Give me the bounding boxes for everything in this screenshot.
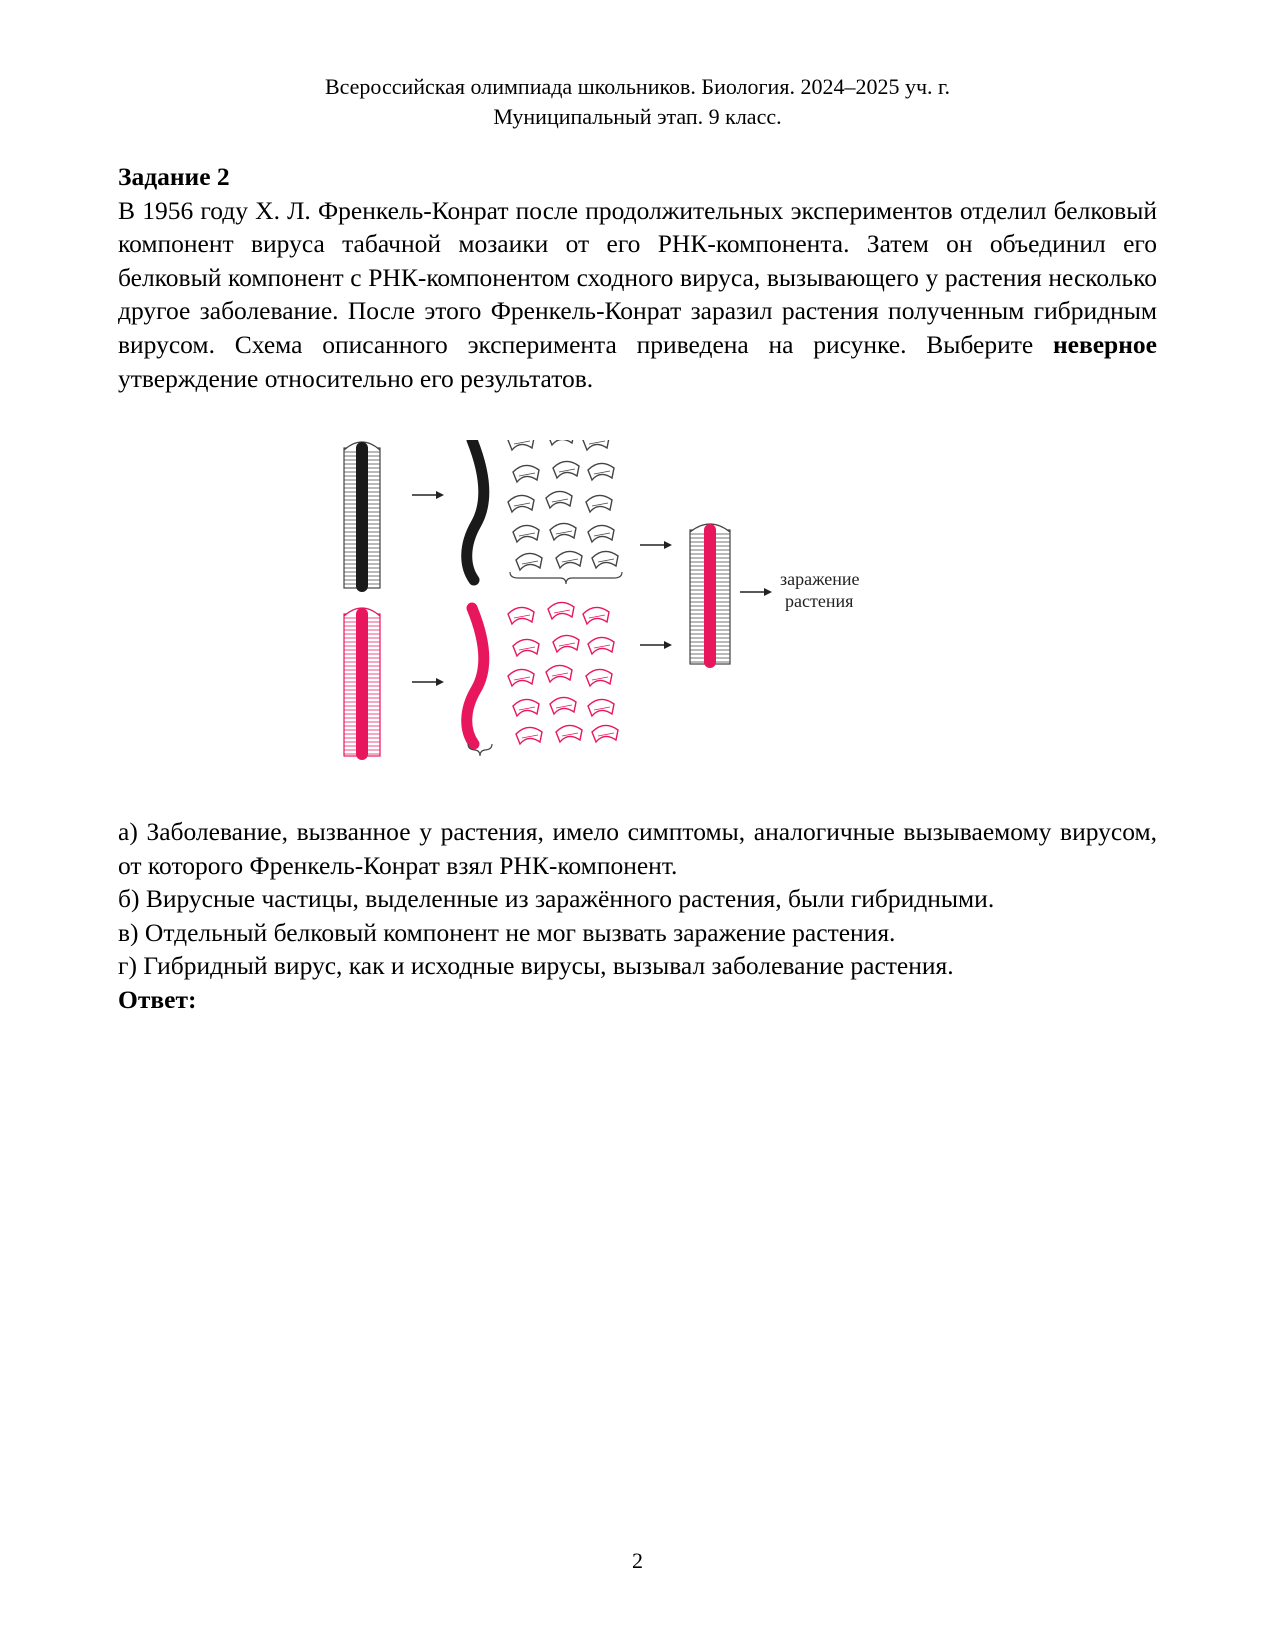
black-protein-fragment <box>556 551 582 568</box>
task-title: Задание 2 <box>118 162 230 191</box>
top-arrow-1-head <box>436 491 444 499</box>
task-text <box>118 194 1157 396</box>
task-block <box>118 160 1157 395</box>
black-protein-fragment <box>588 463 614 480</box>
black-protein-fragment <box>588 525 614 542</box>
option-c: в) Отдельный белковый компонент не мог вызвать заражение растения. <box>118 917 896 947</box>
pink-protein-fragment <box>546 665 572 682</box>
black-protein-fragment <box>513 525 539 542</box>
top-arrow-2-head <box>664 541 672 549</box>
pink-virus-rna-core <box>356 608 368 760</box>
bottom-arrow-1-head <box>436 678 444 686</box>
pink-protein-fragment <box>508 669 534 686</box>
pink-protein-fragment <box>548 602 574 619</box>
pink-protein-fragment <box>513 699 539 716</box>
black-protein-fragment <box>513 465 539 482</box>
pink-protein-fragment <box>583 607 609 624</box>
figure-label-line-1: заражение <box>780 569 860 589</box>
pink-protein-fragment <box>550 697 576 714</box>
black-protein-fragment <box>583 440 609 450</box>
black-protein-fragment <box>508 440 534 450</box>
page-header <box>0 72 1275 132</box>
pink-protein-fragment <box>556 725 582 742</box>
pink-protein-fragment <box>513 639 539 656</box>
infection-arrow-head <box>764 588 772 596</box>
pink-protein-fragment <box>592 725 618 742</box>
pink-protein-fragment <box>586 669 612 686</box>
black-protein-fragment <box>546 491 572 508</box>
answer-label: Ответ: <box>118 984 197 1014</box>
figure-label-line-2: растения <box>785 591 854 611</box>
experiment-diagram <box>340 440 950 800</box>
black-protein-fragment <box>548 440 574 445</box>
pink-rna-strand <box>467 608 484 744</box>
option-b: б) Вирусные частицы, выделенные из заражённого растения, были гибридными. <box>118 884 995 914</box>
black-rna-strand <box>467 440 484 580</box>
bottom-arrow-2-head <box>664 641 672 649</box>
option-a: а) Заболевание, вызванное у растения, имело симптомы, аналогичные вызываемому вирусом, от которого Френкель-Конрат взял РНК-компонент. <box>118 817 1157 880</box>
black-protein-fragment <box>586 495 612 512</box>
black-protein-fragment <box>592 551 618 568</box>
answer-options <box>118 815 1157 1017</box>
task-text-part-2: утверждение относительно его результатов. <box>118 363 594 393</box>
black-protein-brace <box>510 572 622 584</box>
black-protein-fragment <box>516 553 542 570</box>
pink-protein-fragment <box>588 637 614 654</box>
task-text-bold: неверное <box>1052 329 1157 359</box>
header-line-2: Муниципальный этап. 9 класс. <box>493 104 782 129</box>
black-virus-rna-core <box>356 442 368 592</box>
experiment-figure <box>340 440 950 800</box>
page-number: 2 <box>632 1548 643 1573</box>
pink-protein-fragment <box>553 635 579 652</box>
option-d: г) Гибридный вирус, как и исходные вирусы, вызывал заболевание растения. <box>118 951 954 981</box>
task-text-part-1: В 1956 году Х. Л. Френкель-Конрат после продолжительных экспериментов отделил белковый компонент вируса табачной мозаики от его РНК-компонента. Затем он объединил его белковый компонент с РНК-компонентом сходного вируса, вызывающего у растения несколько другое заболевание. После этого Френкель-Конрат заразил растения полученным гибридным вирусом. Схема описанного эксперимента приведена на рисунке. Выберите <box>118 195 1157 359</box>
black-protein-fragment <box>553 461 579 478</box>
pink-protein-fragment <box>588 699 614 716</box>
header-line-1: Всероссийская олимпиада школьников. Биология. 2024–2025 уч. г. <box>324 74 951 99</box>
pink-protein-fragment <box>508 607 534 624</box>
black-protein-fragment <box>550 523 576 540</box>
black-protein-fragment <box>508 495 534 512</box>
hybrid-virus-rna-core <box>704 524 716 668</box>
pink-protein-fragment <box>516 727 542 744</box>
